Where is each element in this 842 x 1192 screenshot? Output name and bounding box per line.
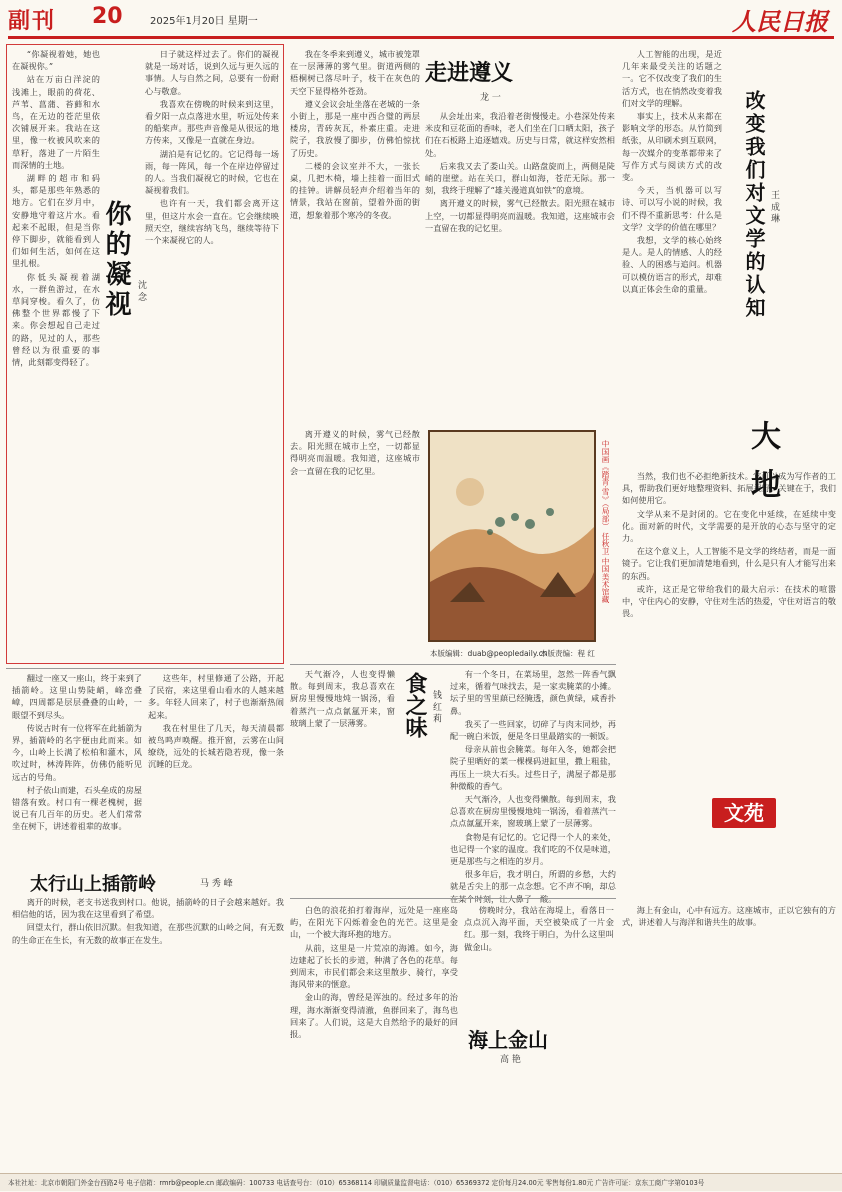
taihang-paragraph: 回望太行，群山依旧沉默。但我知道，在那些沉默的山岭之间，有无数的生命正在生长，有无数的故事正在发生。 [12, 922, 284, 945]
feature-paragraph: 当然，我们也不必拒绝新技术。它可以成为写作者的工具，帮助我们更好地整理资料、拓展视野。关键在于，我们如何使用它。 [622, 471, 836, 506]
header-rule [8, 36, 834, 39]
taihang-paragraph: 离开的时候，老支书送我到村口。他说，插箭岭的日子会越来越好。我相信他的话，因为我在这里看到了希望。 [12, 897, 284, 920]
feature-title: 改变我们对文学的认知 [742, 90, 766, 320]
doubt-paragraph: 湖泊是有记忆的。它记得每一场雨，每一阵风，每一个在岸边停留过的人。当我们凝视它的时候，它也在凝视着我们。 [145, 148, 279, 196]
artwork-caption: 中国画《踏青·雪》（局部） 任秋卫 中国美术馆藏 [601, 440, 610, 604]
food-paragraph: 天气渐冷，人也变得懒散。每到周末，我总喜欢在厨房里慢慢地炖一锅汤，看着蒸汽一点点氤氲开来，窗玻璃上蒙了一层薄雾。 [450, 794, 616, 829]
haishang-column-1 [290, 904, 458, 1170]
feature-paragraph: 我想，文学的核心始终是人。是人的情感、人的经验、人的困惑与追问。机器可以模仿语言的形式，却难以真正体会生命的重量。 [622, 235, 722, 294]
feature-paragraph: 或许，这正是它带给我们的最大启示：在技术的喧嚣中，守住内心的安静，守住对生活的热爱，守住对语言的敬畏。 [622, 583, 836, 619]
haishang-paragraph: 白色的浪花拍打着海岸，远处是一座座岛屿，在阳光下闪烁着金色的光芒。这里是金山，一个被大海环抱的地方。 [290, 905, 458, 940]
issue-date: 2025年1月20日 星期一 [150, 16, 258, 27]
newspaper-logo: 人民日报 [732, 7, 828, 36]
taihang-paragraph: 传说古时有一位将军在此插箭为界，插箭岭的名字便由此而来。如今，山岭上长满了松柏和灌木，风吹过时，林涛阵阵，仿佛仍能听见远古的号角。 [12, 722, 142, 782]
taihang-title: 太行山上插箭岭 [30, 874, 156, 895]
haishang-author: 高 艳 [500, 1055, 521, 1065]
page-footer: 本社社址：北京市朝阳门外金台西路2号 电子信箱：rmrb@people.cn 邮政编码：100733 电话查号台：（010）65368114 印刷质量监督电话：（010）65369372 定价每月24.00元 零售每份1.80元 广告许可证：京东工商广字第0103号 [0, 1173, 842, 1191]
doubt-column-2 [145, 48, 279, 658]
doubt-column-1 [12, 48, 100, 658]
feature-paragraph: 文学从来不是封闭的。它在变化中延续，在延续中变化。面对新的时代，文学需要的是开放的心态与坚守的定力。 [622, 508, 836, 544]
haishang-paragraph: 金山的海，曾经是浑浊的。经过多年的治理，海水渐渐变得清澈，鱼群回来了，海鸟也回来了。人们说，这是大自然给予的最好的回报。 [290, 992, 458, 1040]
zunyi-paragraph: 后来我又去了娄山关。山路盘旋而上，两侧是陡峭的崖壁。站在关口，群山如海，苍茫无际。那一刻，我终于理解了“雄关漫道真如铁”的意境。 [425, 160, 615, 196]
zunyi-paragraph: 离开遵义的时候，雾气已经散去。阳光照在城市上空，一切都显得明亮而温暖。我知道，这座城市会一直留在我的记忆里。 [425, 198, 615, 233]
zunyi-paragraph: 遵义会议会址坐落在老城的一条小街上，那是一座中西合璧的两层楼房，青砖灰瓦，朴素庄重。走进院子，我放慢了脚步，仿佛怕惊扰了历史。 [290, 98, 420, 158]
layout-credit: 本版责编：程 红 [540, 649, 595, 658]
taihang-paragraph: 我在村里住了几天，每天清晨都被鸟鸣声唤醒。推开窗，云雾在山间缭绕，远处的长城若隐若现，像一条沉睡的巨龙。 [148, 722, 284, 770]
taihang-column-2 [148, 672, 284, 867]
haishang-paragraph: 海上有金山，心中有远方。这座城市，正以它独有的方式，讲述着人与海洋和谐共生的故事。 [622, 905, 836, 928]
doubt-author: 沈 念 [136, 280, 146, 301]
feature-paragraph: 事实上，技术从来都在影响文学的形态。从竹简到纸张，从印刷术到互联网，每一次媒介的变革都带来了写作方式与阅读方式的改变。 [622, 111, 722, 183]
feature-paragraph: 在这个意义上，人工智能不是文学的终结者，而是一面镜子。它让我们更加清楚地看到，什么是只有人才能写出来的东西。 [622, 546, 836, 581]
artwork-painting [428, 430, 596, 642]
wenyuan-badge: 文苑 [712, 798, 776, 828]
zunyi-column-2 [425, 110, 615, 422]
food-author: 钱 红 莉 [431, 690, 441, 723]
zunyi-title: 走进遵义 [425, 60, 514, 86]
zunyi-paragraph: 离开遵义的时候，雾气已经散去。阳光照在城市上空，一切都显得明亮而温暖。我知道，这座城市会一直留在我的记忆里。 [290, 429, 420, 476]
zunyi-paragraph: 从会址出来，我沿着老街慢慢走。小巷深处传来米皮和豆花面的香味，老人们坐在门口晒太阳，孩子们在石板路上追逐嬉戏。历史与日常，就这样安然相处。 [425, 111, 615, 158]
taihang-column-1 [12, 672, 142, 867]
zunyi-paragraph: 二楼的会议室并不大，一张长桌，几把木椅，墙上挂着一面旧式的挂钟。讲解员轻声介绍着当年的情景，我站在窗前，望着外面的街道，想象着那个寒冷的冬夜。 [290, 160, 420, 220]
feature-column-2 [622, 470, 836, 770]
taihang-paragraph: 这些年，村里修通了公路，开起了民宿，来这里看山看水的人越来越多。年轻人回来了，村子也渐渐热闹起来。 [148, 673, 284, 720]
feature-paragraph: 今天，当机器可以写诗、可以写小说的时候，我们不得不重新思考：什么是文学？文学的价值在哪里？ [622, 185, 722, 232]
editor-credit: 本版编辑：duab@peopledaily.cn [430, 649, 548, 658]
haishang-column-2 [464, 904, 614, 1020]
taihang-paragraph: 翻过一座又一座山，终于来到了插箭岭。这里山势陡峭，峰峦叠嶂，四周都是层层叠叠的山岭，一眼望不到尽头。 [12, 673, 142, 720]
food-title: 食之味 [402, 672, 428, 738]
food-paragraph: 有一个冬日，在菜场里，忽然一阵香气飘过来，循着气味找去，是一家卖腌菜的小摊。坛子里的雪里蕻已经腌透，颜色黄绿，咸香扑鼻。 [450, 669, 616, 716]
doubt-paragraph: 日子就这样过去了。你们的凝视就是一场对话，说到久远与更久远的事情。人与自然之间，总要有一份耐心与敬意。 [145, 49, 279, 96]
zunyi-paragraph: 我在冬季来到遵义，城市被笼罩在一层薄薄的雾气里。街道两侧的梧桐树已落尽叶子，枝干在灰色的天空下显得格外苍劲。 [290, 49, 420, 96]
feature-section-label: 大 地 [745, 420, 780, 503]
doubt-paragraph: “你凝视着她，她也在凝视你。” [12, 49, 100, 72]
section-title: 副刊 [8, 9, 57, 34]
painting-illustration [430, 432, 594, 640]
haishang-column-3 [622, 904, 836, 1170]
taihang-author: 马 秀 峰 [200, 879, 233, 889]
food-paragraph: 母亲从前也会腌菜。每年入冬，她都会把院子里晒好的菜一棵棵码进缸里，撒上粗盐，再压上一块大石头。过些日子，满屋子都是那种微酸的香气。 [450, 744, 616, 791]
doubt-paragraph: 站在万亩白洋淀的浅滩上，眼前的荷花、芦苇、菖蒲、苔藓和水鸟，在无边的苍茫里依次铺展开来。我站在这里，像一枚被风吹来的草籽，落进了一片陌生而深情的土地。 [12, 74, 100, 170]
mid-column [290, 428, 420, 663]
haishang-title: 海上金山 [468, 1028, 548, 1052]
haishang-paragraph: 傍晚时分，我站在海堤上，看落日一点点沉入海平面，天空被染成了一片金红。那一刻，我终于明白，为什么这里叫做金山。 [464, 905, 614, 952]
haishang-paragraph: 从前，这里是一片荒凉的海滩。如今，海边建起了长长的步道，种满了各色的花草。每到周末，市民们都会来这里散步、骑行，享受海风带来的惬意。 [290, 942, 458, 990]
zunyi-column-1 [290, 48, 420, 423]
zunyi-author: 龙 一 [480, 93, 501, 103]
food-left-column [290, 668, 395, 894]
bottom-mid-divider [290, 898, 616, 899]
bottom-left-divider [6, 668, 284, 669]
doubt-paragraph: 也许有一天，我们都会离开这里，但这片水会一直在。它会继续映照天空，继续容纳飞鸟，继续等待下一个来凝视它的人。 [145, 198, 279, 246]
doubt-title: 你的凝视 [101, 200, 131, 320]
feature-paragraph: 人工智能的出现，是近几年来最受关注的话题之一。它不仅改变了我们的生活方式，也在悄然改变着我们对文学的理解。 [622, 49, 722, 108]
food-paragraph: 很多年后，我才明白，所谓的乡愁，大约就是舌尖上的那一点念想。它不声不响，却总 [450, 869, 616, 892]
food-column [450, 668, 616, 894]
feature-column-1 [622, 48, 722, 468]
food-paragraph: 食物是有记忆的。它记得一个人的来处，也记得一个家的温度。我们吃的不仅是味道，更是那些与之相连的岁月。 [450, 831, 616, 867]
doubt-paragraph: 湖畔的超市和码头，都是那些年熟悉的地方。它们在岁月中，安静地守着这片水。看起来不起眼，但是当你停下脚步，就能看到人们如何生活，如何在这里扎根。 [12, 173, 100, 269]
food-paragraph: 天气渐冷，人也变得懒散。每到周末，我总喜欢在厨房里慢慢地炖一锅汤，看着蒸汽一点点氤氲开来，窗玻璃上蒙了一层薄雾。 [290, 669, 395, 728]
feature-author: 王 成 琳 [769, 190, 779, 223]
doubt-paragraph: 你低头凝视着湖水，一群鱼游过，在水草间穿梭。看久了，仿佛整个世界都慢了下来。你会想起自己走过的路，见过的人，那些曾经以为很重要的事情，此刻都变得轻了。 [12, 271, 100, 368]
mid-divider [290, 664, 616, 665]
page-number: 20 [92, 4, 123, 29]
taihang-column-3 [12, 896, 284, 1168]
doubt-paragraph: 我喜欢在傍晚的时候来到这里，看夕阳一点点落进水里，听远处传来的船桨声。那些声音像是从很远的地方传来，又像是一直就在身边。 [145, 98, 279, 146]
taihang-paragraph: 村子依山而建，石头垒成的房屋错落有致。村口有一棵老槐树，据说已有几百年的历史。老人们常常坐在树下，讲述着祖辈的故事。 [12, 784, 142, 832]
food-paragraph: 我买了一些回家，切碎了与肉末同炒，再配一碗白米饭，便是冬日里最踏实的一顿饭。 [450, 718, 616, 742]
